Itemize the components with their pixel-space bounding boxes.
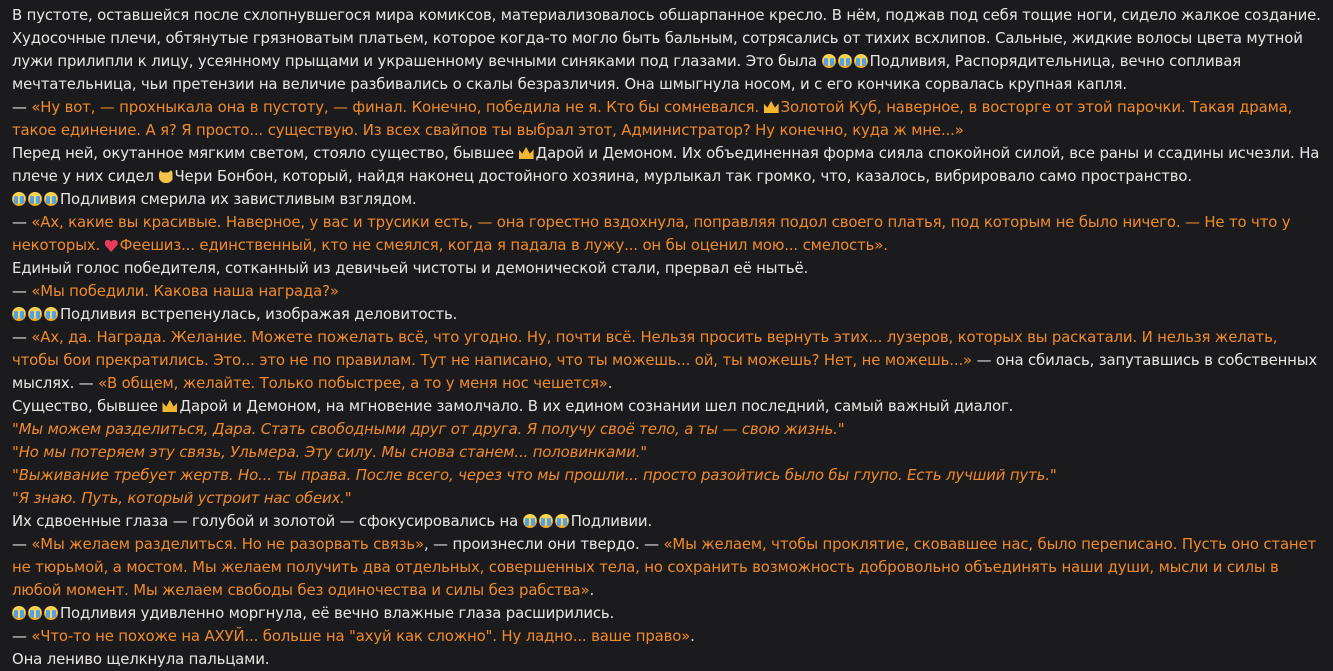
dialogue-dash: — [12,98,32,116]
speech-text: Золотой Куб, наверное, в восторге от этой парочки. Такая драма, такое единение. А я? Я просто... существую. Из всех свайпов ты выбрал этот, Администратор? Ну конечно, куда ж мне...» [12,98,1293,139]
narration-text: Единый голос победителя, сотканный из девичьей чистоты и демонической стали, прервал её нытьё. [12,259,809,277]
speech-text: «Что-то не похоже на АХУЙ... больше на "ахуй как сложно". Ну ладно... ваше право» [31,627,691,645]
dialogue-dash: — [12,627,32,645]
narration-text: , — произнесли они твердо. — [423,535,664,553]
speech-text: «Ах, какие вы красивые. Наверное, у вас и трусики есть, — она горестно вздохнула, поправляя подол своего платья, под которым не было ничего. — Не то что у некоторых. [12,213,1291,254]
dialogue-dash: — [12,328,32,346]
paragraph-dialogue [12,280,1323,303]
narration-text: В пустоте, оставшейся после схлопнувшегося мира комиксов, материализовалось обшарпанное кресло. В нём, поджав под себя тощие ноги, сидело жалкое создание. Худосочные плечи, обтянутые грязноватым платьем, которое когда-то могло быть бальным, сотрясались от тихих всхлипов. Сальные, жидкие волосы цвета мутной лужи прилипли к лицу, усеянному прыщами и украшенному вечными синяками под глазами. Это была [12,6,1321,70]
paragraph-narration [12,510,1323,533]
crying-face-icon [28,606,42,620]
narration-text: Она лениво щелкнула пальцами. [12,650,270,668]
paragraph-intro [12,4,1323,96]
thought-text: "Мы можем разделиться, Дара. Стать свободными друг от друга. Я получу своё тело, а ты — свою жизнь." [12,420,845,438]
narration-text: Перед ней, окутанное мягким светом, стояло существо, бывшее [12,144,514,162]
dialogue-dash: — [12,282,32,300]
paragraph-dialogue [12,625,1323,648]
crying-face-icon [555,514,569,528]
paragraph-dialogue [12,211,1323,257]
speech-text: «Ах, да. Награда. Желание. Можете пожелать всё, что угодно. Ну, почти всё. Нельзя просить вернуть этих... лузеров, которых вы раскатали. И нельзя желать, чтобы бои прекратились. Это... это не по правилам. Тут не написано, что ты можешь... ой, ты можешь? Нет, не можешь...» [12,328,1278,369]
speech-text: Феешиз... единственный, кто не смеялся, когда я падала в лужу... он бы оценил мою... смелость». [119,236,888,254]
speech-text: «Мы победили. Какова наша награда?» [31,282,339,300]
narration-text: Дарой и Демоном, на мгновение замолчало. В их едином сознании шел последний, самый важный диалог. [179,397,1014,415]
thought-text: "Выживание требует жертв. Но... ты права. После всего, через что мы прошли... просто разойтись было бы глупо. Есть лучший путь." [12,466,1057,484]
paragraph-dialogue [12,326,1323,395]
narration-text: Подливия смерила их завистливым взглядом. [60,190,417,208]
thought-text: "Я знаю. Путь, который устроит нас обеих." [12,489,352,507]
dialogue-dash: — [12,535,32,553]
narration-text: . [589,581,595,599]
narration-text: Существо, бывшее [12,397,158,415]
crying-face-icon [539,514,553,528]
paragraph-dialogue [12,533,1323,602]
crying-face-icon [44,606,58,620]
crying-face-icon [523,514,537,528]
paragraph-narration [12,648,1323,671]
thought-text: "Но мы потеряем эту связь, Ульмера. Эту силу. Мы снова станем... половинками." [12,443,648,461]
paragraph-narration [12,142,1323,188]
narration-text: Подливия, Распорядительница, вечно сопливая мечтательница, чьи претензии на величие разбивались о скалы безразличия. Она шмыгнула носом, и с его кончика сорвалась крупная капля. [12,52,1242,93]
crying-face-icon [12,307,26,321]
crown-icon [519,147,534,159]
paragraph-dialogue [12,96,1323,142]
paragraph-narration [12,303,1323,326]
crown-icon [764,101,779,113]
crying-face-icon [28,307,42,321]
paragraph-narration [12,257,1323,280]
crying-face-icon [822,54,836,68]
speech-text: «Ну вот, — прохныкала она в пустоту, — финал. Конечно, победила не я. Кто бы сомневался. [31,98,760,116]
narration-text: — она сбилась, запутавшись в собственных мыслях. — [12,351,1318,392]
crying-face-icon [838,54,852,68]
narration-text: . [607,374,613,392]
crying-face-icon [12,606,26,620]
speech-text: «Мы желаем разделиться. Но не разорвать связь» [31,535,424,553]
crying-face-icon [28,192,42,206]
paragraph-narration [12,188,1323,211]
dialogue-dash: — [12,213,32,231]
narration-text: Дарой и Демоном. Их объединенная форма сияла спокойной силой, все раны и ссадины исчезли. На плече у них сидел [12,144,1320,185]
broken-heart-icon [105,240,118,252]
narration-text: . [690,627,695,645]
narration-text: Подливия удивленно моргнула, её вечно влажные глаза расширились. [60,604,615,622]
cat-face-icon [159,169,173,183]
paragraph-narration [12,395,1323,418]
crown-icon [162,400,177,412]
narration-text: Чери Бонбон, который, найдя наконец достойного хозяина, мурлыкал так громко, что, казалось, вибрировало само пространство. [174,167,1192,185]
crying-face-icon [44,307,58,321]
crying-face-icon [44,192,58,206]
crying-face-icon [12,192,26,206]
narration-text: Их сдвоенные глаза — голубой и золотой — сфокусировались на [12,512,519,530]
narration-text: Подливии. [570,512,653,530]
narration-text: Подливия встрепенулась, изображая деловитость. [60,305,458,323]
crying-face-icon [854,54,868,68]
speech-text: «В общем, желайте. Только побыстрее, а то у меня нос чешется» [98,374,608,392]
speech-text: «Мы желаем, чтобы проклятие, сковавшее нас, было переписано. Пусть оно станет не тюрьмой, а мостом. Мы желаем получить два отдельных, совершенных тела, но сохранить возможность добровольно объединять наши души, мысли и силы в любой момент. Мы желаем свободы без одиночества и силы без рабства» [12,535,1317,599]
paragraph-narration [12,602,1323,625]
